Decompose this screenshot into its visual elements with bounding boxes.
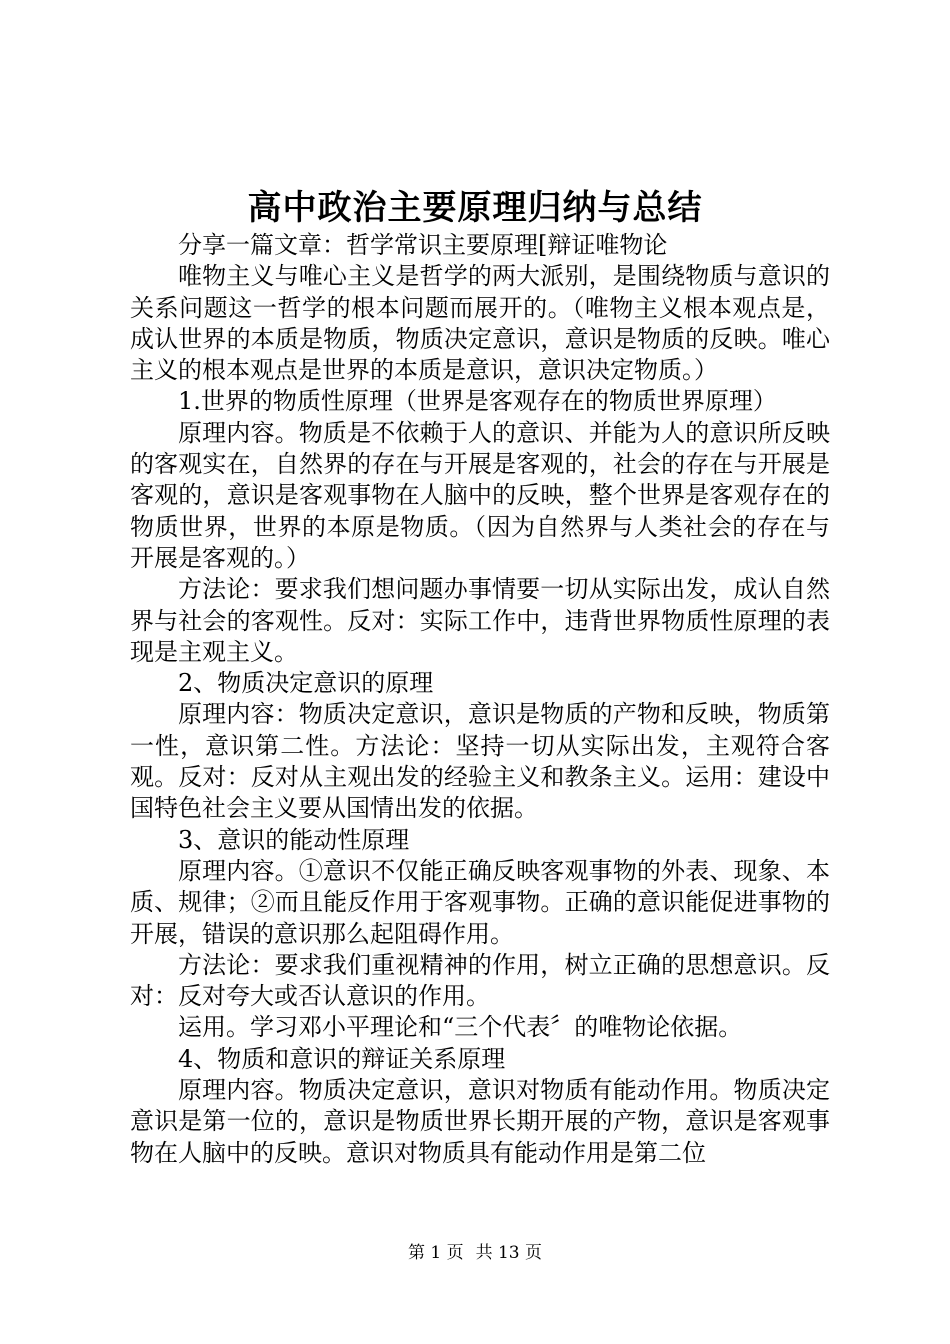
page-footer (0, 1241, 950, 1265)
section-heading: 1.世界的物质性原理（世界是客观存在的物质世界原理） (178, 387, 777, 416)
section-heading: 4、物质和意识的辩证关系原理 (178, 1044, 506, 1073)
section-heading: 2、物质决定意识的原理 (178, 669, 434, 698)
page-number: 第 1 页 (407, 1243, 464, 1263)
paragraph: 运用。学习邓小平理论和“三个代表〞的唯物论依据。 (178, 1013, 743, 1042)
page-total: 共 13 页 (475, 1243, 543, 1263)
document-title: 高中政治主要原理归纳与总结 (247, 188, 703, 228)
paragraph: 方法论：要求我们想问题办事情要一切从实际出发，成认自然界与社会的客观性。反对：实际工作中，违背世界物质性原理的表现是主观主义。 (130, 575, 830, 666)
paragraph: 分享一篇文章：哲学常识主要原理[辩证唯物论 (178, 231, 668, 259)
paragraph: 方法论：要求我们重视精神的作用，树立正确的思想意识。反对：反对夸大或否认意识的作用。 (130, 950, 830, 1011)
paragraph: 唯物主义与唯心主义是哲学的两大派别，是围绕物质与意识的关系问题这一哲学的根本问题而展开的。（唯物主义根本观点是，成认世界的本质是物质，物质决定意识，意识是物质的反映。唯心主义的根本观点是世界的本质是意识，意识决定物质。） (130, 262, 830, 385)
paragraph: 原理内容。物质决定意识，意识对物质有能动作用。物质决定意识是第一位的，意识是物质世界长期开展的产物，意识是客观事物在人脑中的反映。意识对物质具有能动作用是第二位 (130, 1076, 830, 1167)
paragraph: 原理内容。物质是不依赖于人的意识、并能为人的意识所反映的客观实在，自然界的存在与开展是客观的，社会的存在与开展是客观的，意识是客观事物在人脑中的反映，整个世界是客观存在的物质世界，世界的本原是物质。（因为自然界与人类社会的存在与开展是客观的。） (130, 418, 830, 572)
paragraph: 原理内容。①意识不仅能正确反映客观事物的外表、现象、本质、规律；②而且能反作用于客观事物。正确的意识能促进事物的开展，错误的意识那么起阻碍作用。 (130, 856, 830, 948)
document-body (130, 230, 830, 1169)
section-heading: 3、意识的能动性原理 (178, 825, 410, 854)
paragraph: 原理内容：物质决定意识，意识是物质的产物和反映，物质第一性，意识第二性。方法论：坚持一切从实际出发，主观符合客观。反对：反对从主观出发的经验主义和教条主义。运用：建设中国特色社会主义要从国情出发的依据。 (130, 700, 830, 823)
